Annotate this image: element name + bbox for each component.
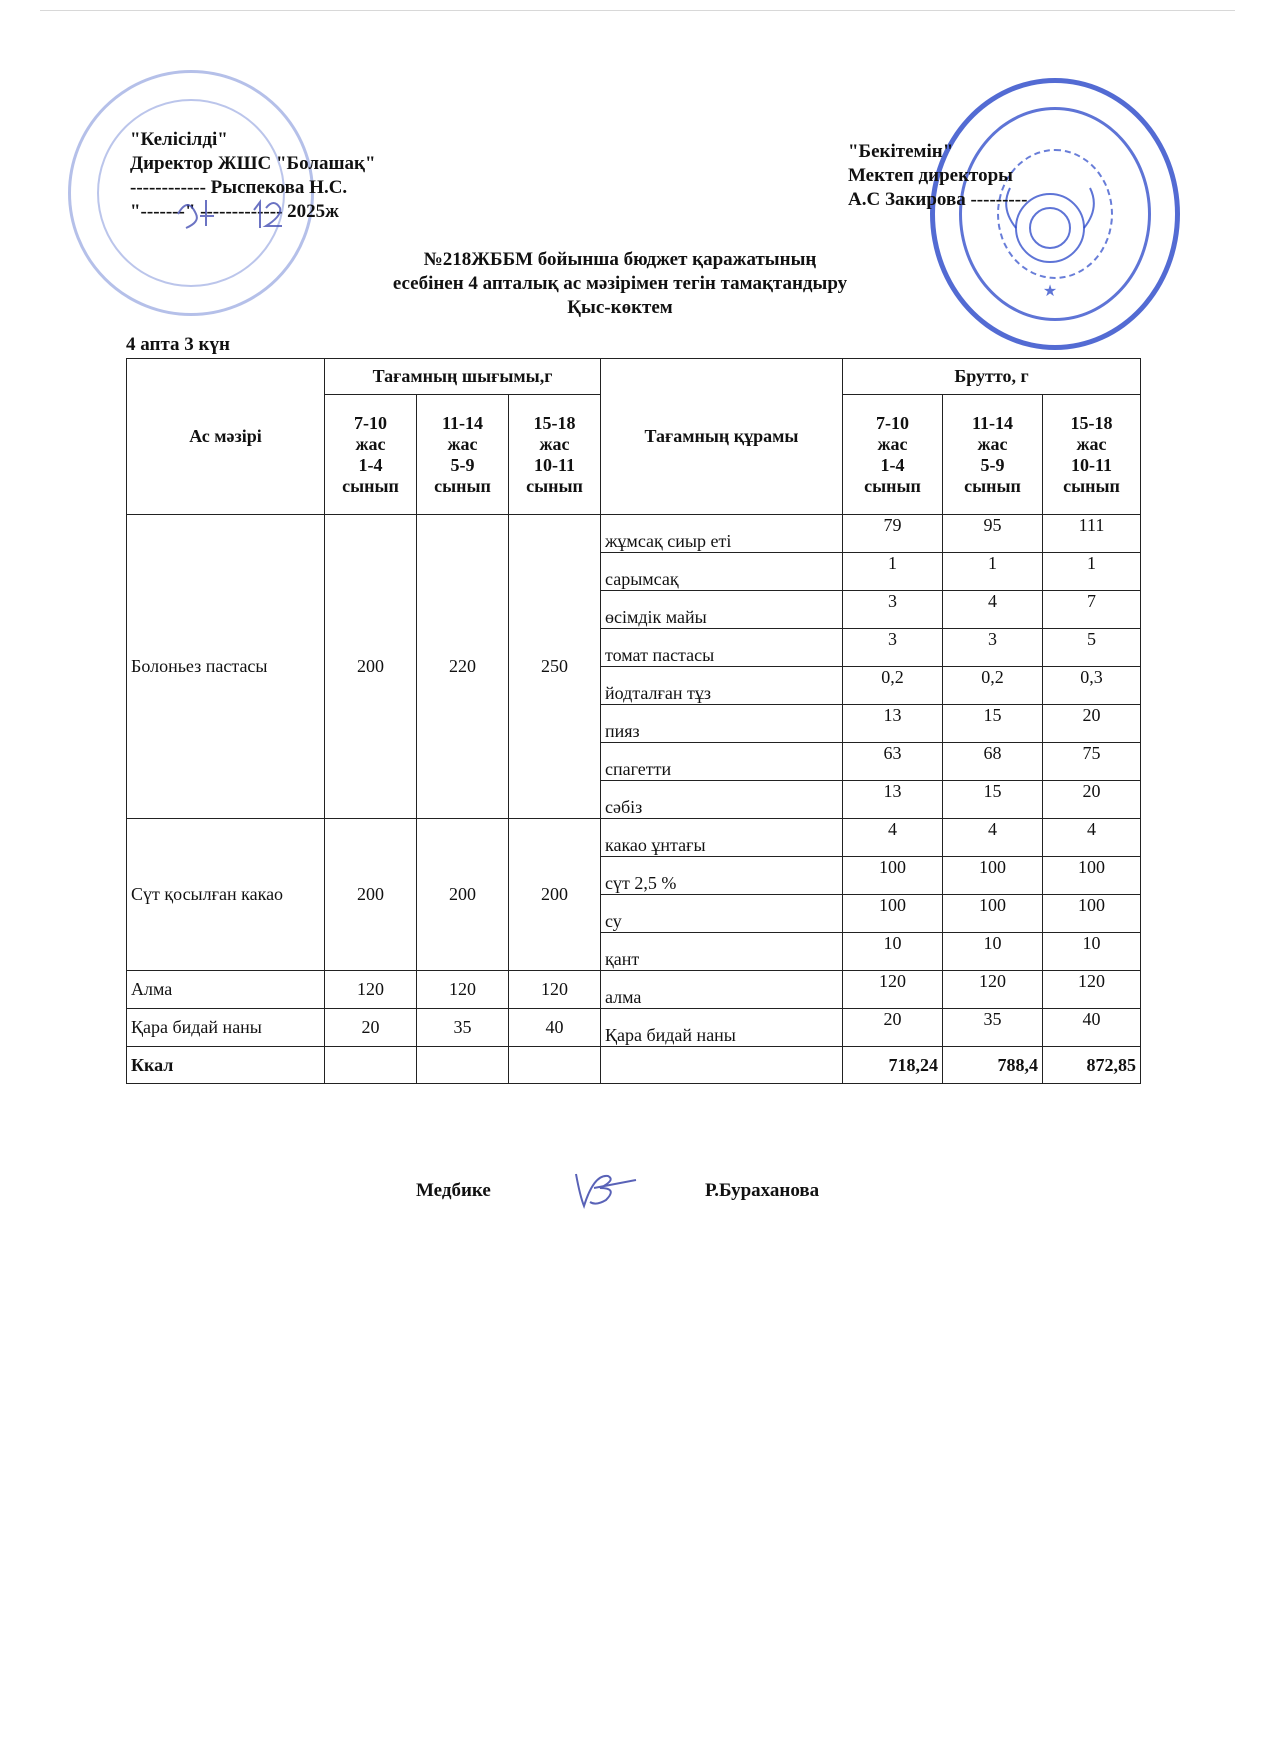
dish-yield: 35: [417, 1009, 509, 1047]
ingredient-gross: 7: [1043, 591, 1141, 629]
dish-yield: 200: [417, 819, 509, 971]
ingredient-name: сарымсақ: [601, 553, 843, 591]
ingredient-row: [127, 819, 1141, 857]
ingredient-gross: 10: [843, 933, 943, 971]
yield-age-header: 7-10 жас 1-4 сынып: [325, 395, 417, 515]
ingredient-gross: 4: [843, 819, 943, 857]
dish-yield: 200: [325, 819, 417, 971]
approval-approved-block: [848, 140, 1027, 212]
ingredient-gross: 120: [843, 971, 943, 1009]
ingredient-gross: 15: [943, 781, 1043, 819]
agreed-date: "-------" ------------- 2025ж: [130, 201, 339, 222]
ingredient-row: [127, 971, 1141, 1009]
ingredient-name: алма: [601, 971, 843, 1009]
nurse-name: Р.Бураханова: [705, 1180, 820, 1201]
ingredient-gross: 20: [1043, 781, 1141, 819]
ingredient-name: томат пастасы: [601, 629, 843, 667]
kcal-value: 872,85: [1043, 1047, 1141, 1084]
week-day-label: 4 апта 3 күн: [126, 334, 230, 355]
ingredient-name: сәбіз: [601, 781, 843, 819]
ingredient-name: спагетти: [601, 743, 843, 781]
ingredient-name: жұмсақ сиыр еті: [601, 515, 843, 553]
document-title: [300, 248, 940, 320]
ingredient-gross: 40: [1043, 1009, 1141, 1047]
menu-table-body: [127, 515, 1141, 1047]
dish-name: Болоньез пастасы: [127, 515, 325, 819]
dish-yield: 200: [325, 515, 417, 819]
ingredient-name: пияз: [601, 705, 843, 743]
yield-age-header: 15-18 жас 10-11 сынып: [509, 395, 601, 515]
ingredient-gross: 20: [843, 1009, 943, 1047]
ingredient-gross: 120: [943, 971, 1043, 1009]
ingredient-gross: 0,3: [1043, 667, 1141, 705]
ingredient-gross: 1: [843, 553, 943, 591]
ingredient-name: какао ұнтағы: [601, 819, 843, 857]
ingredient-gross: 3: [843, 629, 943, 667]
ingredient-gross: 79: [843, 515, 943, 553]
yield-age-header: 11-14 жас 5-9 сынып: [417, 395, 509, 515]
approved-position: Мектеп директоры: [848, 165, 1014, 186]
ingredient-gross: 0,2: [943, 667, 1043, 705]
dish-yield: 120: [509, 971, 601, 1009]
title-line-3: Қыс-көктем: [567, 297, 673, 318]
kcal-value: 718,24: [843, 1047, 943, 1084]
title-line-1: №218ЖББМ бойынша бюджет қаражатының: [423, 249, 817, 270]
ingredient-gross: 100: [843, 895, 943, 933]
ingredient-gross: 75: [1043, 743, 1141, 781]
approved-heading: "Бекітемін": [848, 141, 954, 162]
ingredient-gross: 4: [1043, 819, 1141, 857]
dish-yield: 120: [417, 971, 509, 1009]
kcal-label: Ккал: [127, 1047, 325, 1084]
ingredient-gross: 0,2: [843, 667, 943, 705]
title-line-2: есебінен 4 апталық ас мәзірімен тегін тамақтандыру: [392, 273, 848, 294]
ingredient-gross: 100: [943, 857, 1043, 895]
ingredient-gross: 13: [843, 705, 943, 743]
ingredient-gross: 15: [943, 705, 1043, 743]
ingredient-name: йодталған тұз: [601, 667, 843, 705]
school-stamp: [930, 78, 1180, 350]
header-composition: Тағамның құрамы: [601, 359, 843, 515]
ingredient-gross: 3: [943, 629, 1043, 667]
ingredient-gross: 63: [843, 743, 943, 781]
ingredient-gross: 100: [1043, 857, 1141, 895]
header-menu: Ас мәзірі: [127, 359, 325, 515]
agreed-heading: "Келісілді": [130, 129, 228, 150]
ingredient-gross: 111: [1043, 515, 1141, 553]
ingredient-gross: 100: [1043, 895, 1141, 933]
ingredient-name: сүт 2,5 %: [601, 857, 843, 895]
ingredient-gross: 4: [943, 591, 1043, 629]
svg-text:★: ★: [1042, 283, 1058, 300]
ingredient-gross: 3: [843, 591, 943, 629]
agreed-position: Директор ЖШС "Болашақ": [130, 153, 376, 174]
ingredient-gross: 20: [1043, 705, 1141, 743]
agreed-signatory: ------------ Рыспекова Н.С.: [130, 177, 348, 198]
approved-signatory: А.С Закирова ---------: [848, 189, 1028, 210]
ingredient-gross: 10: [1043, 933, 1141, 971]
ingredient-row: [127, 1009, 1141, 1047]
dish-yield: 250: [509, 515, 601, 819]
ingredient-gross: 100: [943, 895, 1043, 933]
handwritten-date-icon: [170, 190, 310, 230]
ingredient-gross: 10: [943, 933, 1043, 971]
gross-age-header: 11-14 жас 5-9 сынып: [943, 395, 1043, 515]
dish-name: Сүт қосылған какао: [127, 819, 325, 971]
ingredient-gross: 68: [943, 743, 1043, 781]
kcal-value: 788,4: [943, 1047, 1043, 1084]
dish-yield: 200: [509, 819, 601, 971]
ingredient-gross: 1: [1043, 553, 1141, 591]
ingredient-gross: 35: [943, 1009, 1043, 1047]
ingredient-gross: 5: [1043, 629, 1141, 667]
ingredient-gross: 13: [843, 781, 943, 819]
nurse-role: Медбике: [416, 1180, 491, 1201]
ingredient-name: қант: [601, 933, 843, 971]
ingredient-gross: 100: [843, 857, 943, 895]
ingredient-gross: 95: [943, 515, 1043, 553]
handwritten-signature-icon: [570, 1166, 640, 1212]
dish-yield: 20: [325, 1009, 417, 1047]
dish-name: Алма: [127, 971, 325, 1009]
total-kcal-row: [127, 1047, 1141, 1084]
menu-table: [126, 358, 1141, 1084]
page-top-rule: [40, 10, 1235, 11]
dish-name: Қара бидай наны: [127, 1009, 325, 1047]
dish-yield: 120: [325, 971, 417, 1009]
ingredient-gross: 1: [943, 553, 1043, 591]
gross-age-header: 15-18 жас 10-11 сынып: [1043, 395, 1141, 515]
ingredient-name: өсімдік майы: [601, 591, 843, 629]
gross-age-header: 7-10 жас 1-4 сынып: [843, 395, 943, 515]
ingredient-gross: 4: [943, 819, 1043, 857]
dish-yield: 220: [417, 515, 509, 819]
ingredient-row: [127, 515, 1141, 553]
ingredient-name: Қара бидай наны: [601, 1009, 843, 1047]
dish-yield: 40: [509, 1009, 601, 1047]
header-gross: Брутто, г: [843, 359, 1141, 395]
header-yield: Тағамның шығымы,г: [325, 359, 601, 395]
ingredient-gross: 120: [1043, 971, 1141, 1009]
ingredient-name: су: [601, 895, 843, 933]
